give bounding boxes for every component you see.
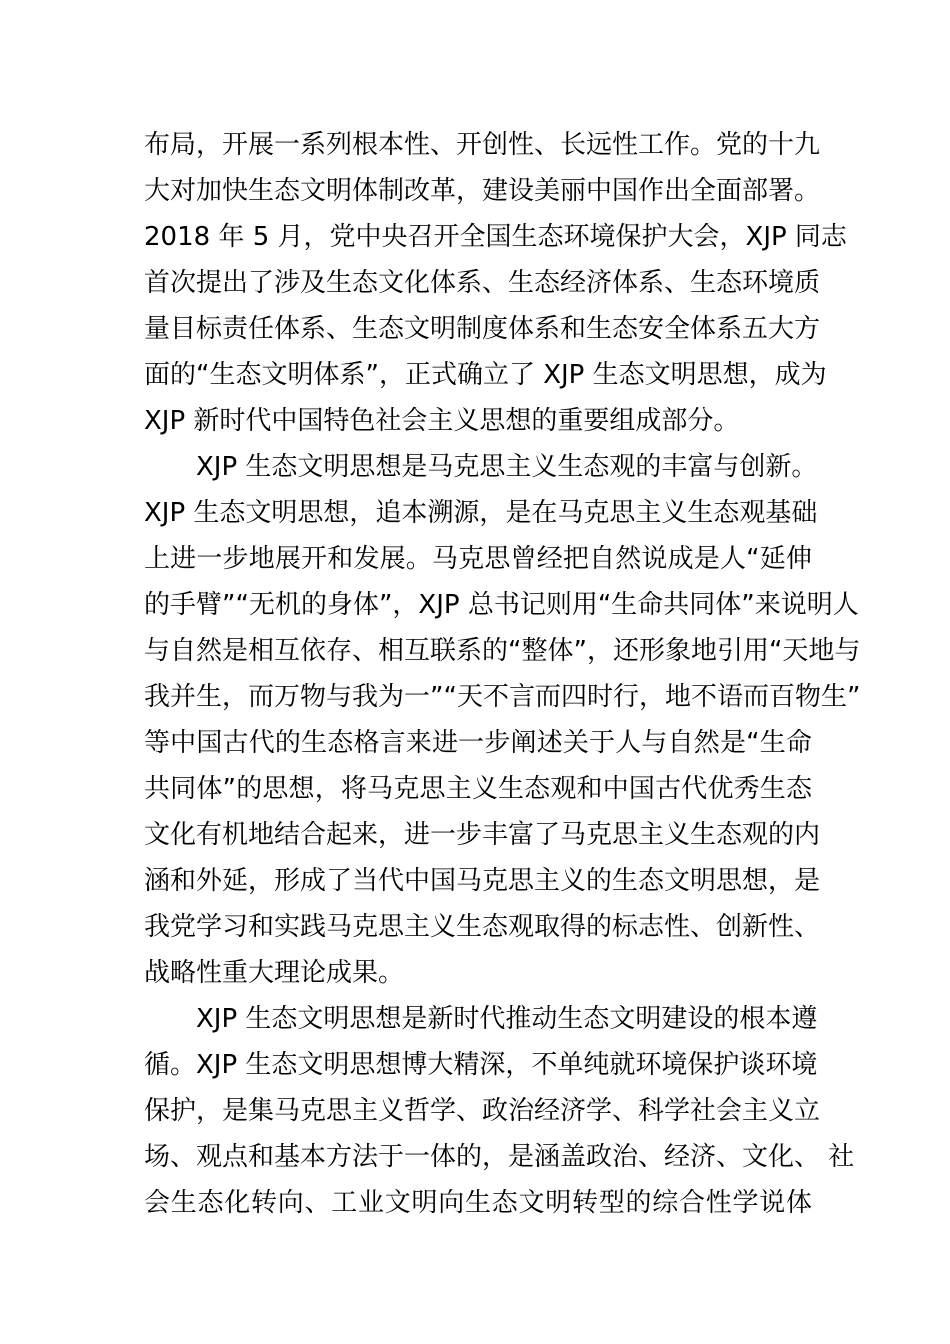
text-line: 文化有机地结合起来，进一步丰富了马克思主义生态观的内 bbox=[144, 820, 821, 850]
text-line: 的手臂”“无机的身体”，XJP 总书记则用“生命共同体”来说明人 bbox=[144, 590, 859, 620]
text-line: 循。XJP 生态文明思想博大精深，不单纯就环境保护谈环境 bbox=[144, 1050, 818, 1080]
text-line: 布局，开展一系列根本性、开创性、长远性工作。党的十九 bbox=[144, 130, 821, 160]
paragraph-first-line: XJP 生态文明思想是新时代推动生态文明建设的根本遵 bbox=[196, 1004, 818, 1034]
text-line: 战略性重大理论成果。 bbox=[144, 958, 405, 988]
text-line: 与自然是相互依存、相互联系的“整体”，还形象地引用“天地与 bbox=[144, 636, 861, 666]
text-line: 我党学习和实践马克思主义生态观取得的标志性、创新性、 bbox=[144, 912, 821, 942]
text-line: 会生态化转向、工业文明向生态文明转型的综合性学说体 bbox=[144, 1188, 812, 1218]
text-line: 上进一步地展开和发展。马克思曾经把自然说成是人“延伸 bbox=[144, 544, 812, 574]
paragraph-first-line: XJP 生态文明思想是马克思主义生态观的丰富与创新。 bbox=[196, 452, 818, 482]
text-line: XJP 新时代中国特色社会主义思想的重要组成部分。 bbox=[144, 406, 740, 436]
text-line: 首次提出了涉及生态文化体系、生态经济体系、生态环境质 bbox=[144, 268, 821, 298]
text-line: 涵和外延，形成了当代中国马克思主义的生态文明思想，是 bbox=[144, 866, 821, 896]
text-line: 等中国古代的生态格言来进一步阐述关于人与自然是“生命 bbox=[144, 728, 812, 758]
text-line: 量目标责任体系、生态文明制度体系和生态安全体系五大方 bbox=[144, 314, 821, 344]
text-line: 我并生，而万物与我为一”“天不言而四时行，地不语而百物生” bbox=[144, 682, 861, 712]
text-line: XJP 生态文明思想，追本溯源，是在马克思主义生态观基础 bbox=[144, 498, 818, 528]
text-line: 共同体”的思想，将马克思主义生态观和中国古代优秀生态 bbox=[144, 774, 812, 804]
text-line: 场、观点和基本方法于一体的，是涵盖政治、经济、文化、 社 bbox=[144, 1142, 855, 1172]
body-text bbox=[144, 122, 861, 1226]
text-line: 保护，是集马克思主义哲学、政治经济学、科学社会主义立 bbox=[144, 1096, 821, 1126]
text-line: 面的“生态文明体系”，正式确立了 XJP 生态文明思想，成为 bbox=[144, 360, 827, 390]
text-line: 大对加快生态文明体制改革，建设美丽中国作出全面部署。 bbox=[144, 176, 821, 206]
text-line: 2018 年 5 月，党中央召开全国生态环境保护大会，XJP 同志 bbox=[144, 222, 847, 252]
